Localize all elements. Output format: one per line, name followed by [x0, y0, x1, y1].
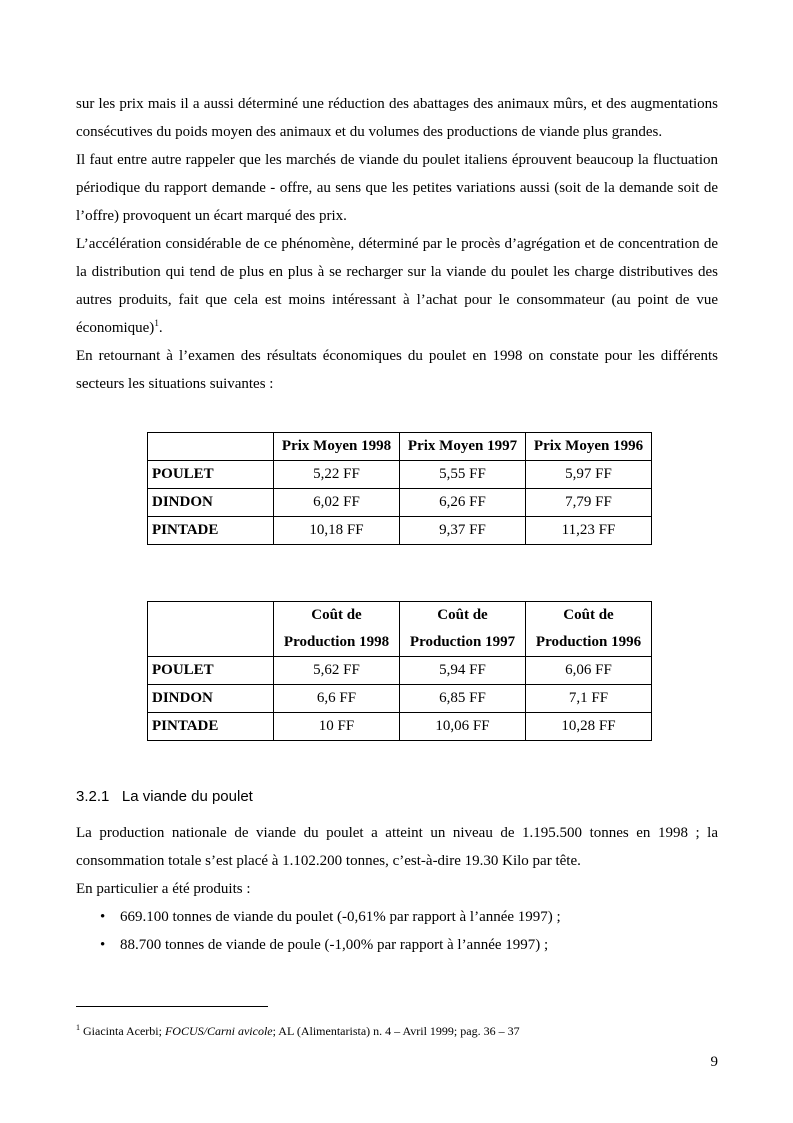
row-label: DINDON: [148, 489, 274, 517]
section-number: 3.2.1: [76, 788, 110, 805]
table-cell: 7,79 FF: [526, 489, 652, 517]
costs-header-1997-line1: Coût de: [400, 602, 526, 630]
page-body: [76, 90, 718, 959]
table-cell: 9,37 FF: [400, 517, 526, 545]
table-row: [148, 657, 652, 685]
row-label: POULET: [148, 461, 274, 489]
table-cell: 7,1 FF: [526, 685, 652, 713]
row-label: DINDON: [148, 685, 274, 713]
table-row: [148, 713, 652, 741]
paragraph-3-text: L’accélération considérable de ce phénomène, déterminé par le procès d’agrégation et de concentration de la distribution qui tend de plus en plus à se recharger sur la viande du poulet les charge distributives des autres produits, fait que cela est moins intéressant à l’achat pour le consommateur (au point de vue économique): [76, 236, 718, 336]
costs-header-row-1: [148, 602, 652, 630]
section-paragraph-1: La production nationale de viande du poulet a atteint un niveau de 1.195.500 tonnes en 1998 ; la consommation totale s’est placé à 1.102.200 tonnes, c’est-à-dire 19.30 Kilo par tête.: [76, 825, 718, 869]
prices-header-empty: [148, 433, 274, 461]
costs-header-1996-line1: Coût de: [526, 602, 652, 630]
costs-header-1996-line2: Production 1996: [526, 629, 652, 657]
list-item-text: 88.700 tonnes de viande de poule (-1,00% par rapport à l’année 1997) ;: [120, 937, 549, 953]
table-row: [148, 489, 652, 517]
table-cell: 6,85 FF: [400, 685, 526, 713]
costs-header-1998-line1: Coût de: [274, 602, 400, 630]
prices-header-1998: Prix Moyen 1998: [274, 433, 400, 461]
section-paragraph-2: En particulier a été produits :: [76, 881, 251, 897]
table-cell: 11,23 FF: [526, 517, 652, 545]
footnote-text-before: Giacinta Acerbi;: [83, 1024, 165, 1038]
paragraph-1: sur les prix mais il a aussi déterminé une réduction des abattages des animaux mûrs, et des augmentations consécutives du poids moyen des animaux et du volumes des productions de viande plus grandes.: [76, 96, 718, 140]
footnote: [76, 1024, 520, 1039]
table-cell: 5,62 FF: [274, 657, 400, 685]
table-cell: 6,26 FF: [400, 489, 526, 517]
table-cell: 5,97 FF: [526, 461, 652, 489]
footnote-text-after: ; AL (Alimentarista) n. 4 – Avril 1999; pag. 36 – 37: [272, 1024, 520, 1038]
row-label: POULET: [148, 657, 274, 685]
table-cell: 10 FF: [274, 713, 400, 741]
table-cell: 6,02 FF: [274, 489, 400, 517]
page-number: 9: [710, 1054, 718, 1070]
table-cell: 10,28 FF: [526, 713, 652, 741]
paragraph-4: En retournant à l’examen des résultats économiques du poulet en 1998 on constate pour les différents secteurs les situations suivantes :: [76, 348, 718, 392]
table-cell: 10,06 FF: [400, 713, 526, 741]
row-label: PINTADE: [148, 517, 274, 545]
table-cell: 5,55 FF: [400, 461, 526, 489]
list-item: [76, 903, 718, 931]
production-list: [76, 903, 718, 959]
paragraph-2: Il faut entre autre rappeler que les marchés de viande du poulet italiens éprouvent beaucoup la fluctuation périodique du rapport demande - offre, au sens que les petites variations aussi (soit de la demande soit de l’offre) provoquent un écart marqué des prix.: [76, 152, 718, 224]
costs-table: [147, 601, 652, 741]
prices-header-1997: Prix Moyen 1997: [400, 433, 526, 461]
list-item: [76, 931, 718, 959]
table-cell: 5,22 FF: [274, 461, 400, 489]
footnote-italic: FOCUS/Carni avicole: [164, 1024, 273, 1038]
bullet-icon: •: [100, 937, 106, 953]
prices-header-row: [148, 433, 652, 461]
footnote-number: 1: [76, 1023, 80, 1032]
prices-header-1996: Prix Moyen 1996: [526, 433, 652, 461]
costs-header-1998-line2: Production 1998: [274, 629, 400, 657]
table-row: [148, 517, 652, 545]
row-label: PINTADE: [148, 713, 274, 741]
list-item-text: 669.100 tonnes de viande du poulet (-0,61% par rapport à l’année 1997) ;: [120, 909, 561, 925]
table-row: [148, 461, 652, 489]
footnote-reference[interactable]: 1: [154, 318, 159, 328]
table-cell: 6,6 FF: [274, 685, 400, 713]
bullet-icon: •: [100, 909, 106, 925]
table-cell: 10,18 FF: [274, 517, 400, 545]
footnote-divider: [76, 1006, 268, 1007]
table-cell: 6,06 FF: [526, 657, 652, 685]
costs-header-1997-line2: Production 1997: [400, 629, 526, 657]
paragraph-3: [76, 230, 718, 342]
table-cell: 5,94 FF: [400, 657, 526, 685]
costs-header-empty: [148, 602, 274, 657]
prices-table: [147, 432, 652, 545]
section-heading: [76, 783, 718, 813]
section-title: La viande du poulet: [121, 788, 253, 805]
table-row: [148, 685, 652, 713]
paragraph-3-end: .: [158, 320, 163, 336]
